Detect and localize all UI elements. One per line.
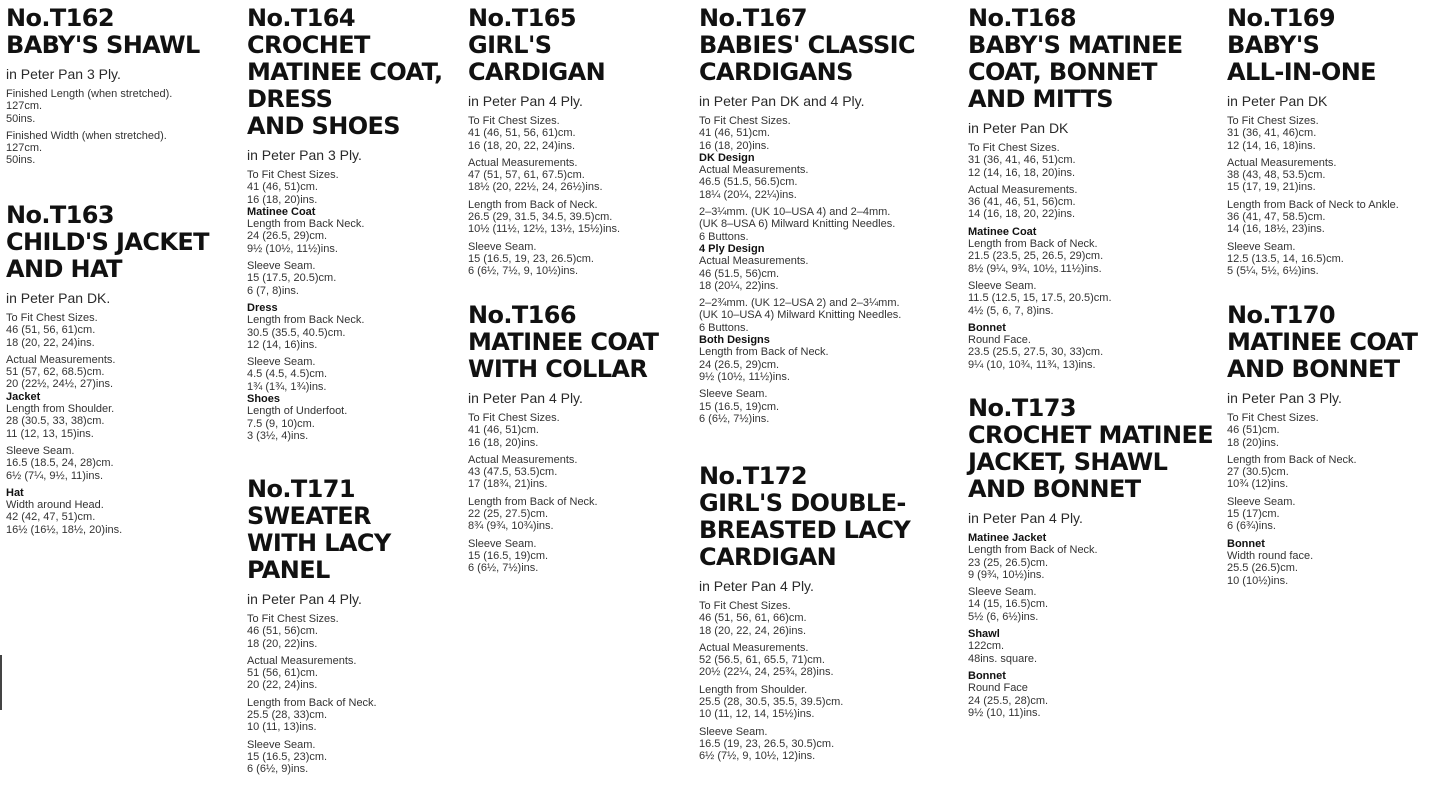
measurement-line: Actual Measurements.	[468, 156, 578, 169]
measurement-line: 18¼ (20¼, 22¼)ins.	[699, 188, 797, 201]
measurement-line: Length from Back of Neck.	[247, 696, 377, 709]
section-heading: Hat	[6, 486, 24, 499]
measurement-line: Finished Width (when stretched).	[6, 129, 167, 142]
measurement-line: 6 (6½, 7½, 9, 10½)ins.	[468, 265, 579, 278]
pattern-heading	[247, 476, 462, 584]
measurement-line: Sleeve Seam.	[968, 586, 1037, 599]
pattern-name-line: CROCHET	[247, 31, 370, 59]
measurement-line: 16 (18, 20)ins.	[468, 436, 539, 449]
measurement-line: 6 (6½, 7½)ins.	[699, 412, 770, 425]
pattern-name-line: AND BONNET	[968, 475, 1141, 503]
measurement-line: 16½ (16½, 18½, 20)ins.	[6, 523, 123, 536]
measurement-line: Sleeve Seam.	[6, 444, 75, 457]
measurement-line: 14 (16, 18, 20, 22)ins.	[968, 208, 1076, 221]
measurement-line: 6½ (7½, 9, 10½, 12)ins.	[699, 750, 816, 763]
pattern-t170	[1227, 302, 1449, 587]
pattern-number: No.T169	[1227, 4, 1335, 32]
measurement-line: 6½ (7¼, 9½, 11)ins.	[6, 469, 104, 482]
measurement-line: 46 (51, 56)cm.	[247, 625, 318, 638]
pattern-heading	[699, 5, 961, 86]
section-heading: Matinee Jacket	[968, 532, 1047, 544]
measurement-line: 18 (20, 22, 24)ins.	[6, 336, 95, 349]
measurement-line: 7.5 (9, 10)cm.	[247, 417, 315, 430]
measurement-line: 14 (15, 16.5)cm.	[968, 598, 1049, 611]
measurement-line: 46 (51)cm.	[1227, 424, 1280, 437]
measurement-line: 27 (30.5)cm.	[1227, 466, 1289, 479]
measurement-line: 24 (26.5, 29)cm.	[699, 358, 780, 371]
pattern-number: No.T171	[247, 475, 355, 503]
measurement-line: 20 (22, 24)ins.	[247, 679, 318, 692]
measurement-line: 31 (36, 41, 46, 51)cm.	[968, 154, 1076, 167]
yarn-line: in Peter Pan 4 Ply.	[247, 591, 362, 607]
measurement-line: 16.5 (18.5, 24, 28)cm.	[6, 457, 114, 470]
measurement-line: Sleeve Seam.	[1227, 495, 1296, 508]
pattern-name-line: AND SHOES	[247, 112, 400, 140]
measurement-line: 20½ (22¼, 24, 25¾, 28)ins.	[699, 666, 834, 679]
measurement-line: Length from Shoulder.	[6, 403, 115, 416]
measurements	[699, 600, 961, 763]
measurement-line: 18 (20, 22)ins.	[247, 637, 318, 650]
measurement-line: 50ins.	[6, 154, 36, 167]
measurement-line: 41 (46, 51)cm.	[699, 127, 770, 140]
pattern-name-line: AND BONNET	[1227, 355, 1400, 383]
section-heading: Jacket	[6, 390, 41, 403]
section-heading: Matinee Coat	[968, 225, 1037, 238]
measurement-line: 31 (36, 41, 46)cm.	[1227, 127, 1317, 140]
measurement-line: To Fit Chest Sizes.	[247, 613, 339, 625]
measurement-line: 15 (16.5, 19, 23, 26.5)cm.	[468, 252, 594, 265]
measurement-line: 6 (6¾)ins.	[1227, 520, 1276, 533]
measurement-line: Sleeve Seam.	[247, 260, 316, 273]
measurement-line: 18 (20)ins.	[1227, 436, 1279, 449]
pattern-name-line: BABY'S SHAWL	[6, 31, 200, 59]
measurements	[247, 169, 462, 442]
pattern-name-line: BABIES' CLASSIC	[699, 31, 915, 59]
measurement-line: 10 (11, 13)ins.	[247, 721, 317, 734]
measurement-line: 46 (51, 56, 61, 66)cm.	[699, 612, 807, 625]
measurement-line: 6 (7, 8)ins.	[247, 284, 299, 297]
measurement-line: 6 (6½, 7½)ins.	[468, 562, 539, 575]
measurement-line: 52 (56.5, 61, 65.5, 71)cm.	[699, 654, 825, 667]
pattern-t167	[699, 5, 961, 425]
pattern-name-line: DRESS	[247, 85, 333, 113]
section-heading: 4 Ply Design	[699, 242, 765, 255]
pattern-name-line: CROCHET MATINEE	[968, 421, 1214, 449]
measurement-line: 5 (5¼, 5½, 6½)ins.	[1227, 265, 1319, 278]
pattern-number: No.T168	[968, 4, 1076, 32]
pattern-number: No.T167	[699, 4, 807, 32]
yarn-line: in Peter Pan 3 Ply.	[1227, 390, 1342, 406]
measurement-line: 2–2¾mm. (UK 12–USA 2) and 2–3¼mm.	[699, 297, 900, 310]
measurement-line: 28 (30.5, 33, 38)cm.	[6, 415, 105, 428]
pattern-t171	[247, 476, 462, 776]
pattern-heading	[968, 5, 1223, 113]
measurement-line: 22 (25, 27.5)cm.	[468, 508, 549, 521]
measurements	[6, 312, 238, 536]
pattern-t162	[6, 5, 238, 167]
pattern-t164	[247, 5, 462, 442]
pattern-name-line: CARDIGANS	[699, 58, 853, 86]
measurement-line: Sleeve Seam.	[247, 356, 316, 369]
measurement-line: 15 (16.5, 19)cm.	[699, 400, 780, 413]
pattern-t168	[968, 5, 1223, 371]
pattern-heading	[6, 5, 238, 59]
measurement-line: Finished Length (when stretched).	[6, 88, 173, 100]
measurement-line: (UK 8–USA 6) Milward Knitting Needles.	[699, 218, 896, 231]
measurement-line: 46 (51, 56, 61)cm.	[6, 324, 96, 337]
pattern-name-line: MATINEE COAT	[468, 328, 659, 356]
measurement-line: 3 (3½, 4)ins.	[247, 429, 309, 442]
measurement-line: 12.5 (13.5, 14, 16.5)cm.	[1227, 252, 1344, 265]
measurement-line: 15 (16.5, 19)cm.	[468, 549, 549, 562]
measurement-line: Sleeve Seam.	[468, 240, 537, 253]
measurement-line: 12 (14, 16, 18, 20)ins.	[968, 166, 1076, 179]
measurement-line: 15 (17.5, 20.5)cm.	[247, 272, 337, 285]
pattern-name-line: WITH LACY	[247, 529, 391, 557]
measurement-line: Length from Back of Neck to Ankle.	[1227, 198, 1399, 211]
section-heading: Shoes	[247, 393, 281, 406]
measurement-line: 50ins.	[6, 112, 36, 125]
pattern-t173	[968, 395, 1223, 719]
measurement-line: 15 (17)cm.	[1227, 508, 1280, 521]
measurement-line: To Fit Chest Sizes.	[468, 412, 560, 424]
measurement-line: Actual Measurements.	[699, 641, 809, 654]
measurement-line: 127cm.	[6, 100, 43, 113]
section-heading: Bonnet	[968, 321, 1006, 334]
measurement-line: To Fit Chest Sizes.	[6, 312, 98, 324]
measurements	[968, 142, 1223, 371]
measurement-line: 36 (41, 46, 51, 56)cm.	[968, 196, 1076, 209]
measurement-line: Length of Underfoot.	[247, 405, 348, 418]
measurement-line: 42 (42, 47, 51)cm.	[6, 511, 96, 524]
measurements	[6, 88, 238, 167]
measurement-line: 41 (46, 51)cm.	[468, 424, 539, 437]
measurement-line: 16 (18, 20, 22, 24)ins.	[468, 139, 576, 152]
yarn-line: in Peter Pan 3 Ply.	[247, 147, 362, 163]
measurement-line: 16.5 (19, 23, 26.5, 30.5)cm.	[699, 737, 835, 750]
measurement-line: Length from Back Neck.	[247, 218, 365, 231]
measurement-line: 8¾ (9¾, 10¾)ins.	[468, 520, 554, 533]
measurement-line: To Fit Chest Sizes.	[968, 142, 1060, 154]
measurements	[468, 412, 693, 575]
measurement-line: 127cm.	[6, 142, 43, 155]
measurement-line: 10 (10½)ins.	[1227, 574, 1289, 587]
measurement-line: 20 (22½, 24½, 27)ins.	[6, 378, 114, 391]
yarn-line: in Peter Pan DK	[968, 120, 1069, 136]
measurement-line: 5½ (6, 6½)ins.	[968, 610, 1039, 623]
pattern-number: No.T170	[1227, 301, 1335, 329]
measurement-line: Round Face.	[968, 334, 1031, 347]
measurement-line: 17 (18¾, 21)ins.	[468, 478, 548, 491]
pattern-heading	[6, 202, 238, 283]
measurement-line: To Fit Chest Sizes.	[1227, 115, 1319, 127]
measurement-line: 10 (11, 12, 14, 15½)ins.	[699, 708, 815, 721]
measurement-line: To Fit Chest Sizes.	[1227, 412, 1319, 424]
pattern-name-line: COAT, BONNET	[968, 58, 1157, 86]
measurement-line: 4½ (5, 6, 7, 8)ins.	[968, 304, 1054, 317]
measurements	[247, 613, 462, 776]
measurement-line: Actual Measurements.	[699, 164, 809, 177]
pattern-name-line: CHILD'S JACKET	[6, 228, 209, 256]
measurement-line: 6 Buttons.	[699, 230, 749, 243]
measurement-line: 26.5 (29, 31.5, 34.5, 39.5)cm.	[468, 211, 613, 224]
measurement-line: Sleeve Seam.	[968, 279, 1037, 292]
pattern-name-line: CARDIGAN	[468, 58, 606, 86]
measurement-line: 51 (57, 62, 68.5)cm.	[6, 366, 105, 379]
pattern-name-line: CARDIGAN	[699, 543, 837, 571]
measurement-line: 9¼ (10, 10¾, 11¾, 13)ins.	[968, 358, 1096, 371]
measurement-line: To Fit Chest Sizes.	[468, 115, 560, 127]
measurement-line: 12 (14, 16, 18)ins.	[1227, 139, 1316, 152]
measurement-line: 122cm.	[968, 640, 1005, 653]
measurement-line: 16 (18, 20)ins.	[247, 193, 318, 206]
pattern-t165	[468, 5, 693, 278]
yarn-line: in Peter Pan DK and 4 Ply.	[699, 93, 865, 109]
pattern-heading	[968, 395, 1223, 503]
measurement-line: 18½ (20, 22½, 24, 26½)ins.	[468, 181, 603, 194]
pattern-name-line: PANEL	[247, 556, 330, 584]
measurement-line: 15 (16.5, 23)cm.	[247, 750, 328, 763]
yarn-line: in Peter Pan 4 Ply.	[968, 510, 1083, 526]
pattern-number: No.T165	[468, 4, 576, 32]
measurement-line: Actual Measurements.	[699, 255, 809, 268]
measurement-line: 41 (46, 51, 56, 61)cm.	[468, 127, 576, 140]
measurement-line: 9½ (10, 11)ins.	[968, 706, 1041, 719]
pattern-name-line: MATINEE COAT	[1227, 328, 1418, 356]
pattern-number: No.T162	[6, 4, 114, 32]
pattern-name-line: ALL-IN-ONE	[1227, 58, 1376, 86]
measurement-line: Sleeve Seam.	[1227, 240, 1296, 253]
measurement-line: Sleeve Seam.	[699, 725, 768, 738]
pattern-name-line: SWEATER	[247, 502, 371, 530]
measurement-line: Length from Back of Neck.	[468, 495, 598, 508]
measurement-line: Actual Measurements.	[968, 183, 1078, 196]
pattern-heading	[468, 5, 693, 86]
pattern-number: No.T164	[247, 4, 355, 32]
measurement-line: 9½ (10½, 11½)ins.	[699, 370, 790, 383]
yarn-line: in Peter Pan 4 Ply.	[699, 578, 814, 594]
measurement-line: Sleeve Seam.	[468, 537, 537, 550]
measurement-line: Length from Back of Neck.	[699, 346, 829, 359]
pattern-heading	[699, 463, 961, 571]
measurement-line: 9 (9¾, 10½)ins.	[968, 568, 1045, 581]
measurement-line: 24 (25.5, 28)cm.	[968, 694, 1049, 707]
section-heading: Dress	[247, 301, 278, 314]
measurement-line: Width round face.	[1227, 549, 1314, 562]
pattern-t163	[6, 202, 238, 536]
measurement-line: 18 (20¼, 22)ins.	[699, 279, 779, 292]
measurement-line: 12 (14, 16)ins.	[247, 338, 318, 351]
measurement-line: 6 Buttons.	[699, 321, 749, 334]
measurement-line: Sleeve Seam.	[247, 738, 316, 751]
measurement-line: 41 (46, 51)cm.	[247, 181, 318, 194]
measurement-line: 23.5 (25.5, 27.5, 30, 33)cm.	[968, 346, 1104, 359]
measurement-line: Sleeve Seam.	[699, 388, 768, 401]
pattern-heading	[247, 5, 462, 140]
measurement-line: Length from Back of Neck.	[968, 238, 1098, 251]
yarn-line: in Peter Pan 4 Ply.	[468, 93, 583, 109]
measurement-line: 38 (43, 48, 53.5)cm.	[1227, 169, 1326, 182]
yarn-line: in Peter Pan 3 Ply.	[6, 66, 121, 82]
measurement-line: 24 (26.5, 29)cm.	[247, 230, 328, 243]
measurements	[1227, 115, 1449, 278]
pattern-name-line: AND MITTS	[968, 85, 1113, 113]
measurement-line: 8½ (9¼, 9¾, 10½, 11½)ins.	[968, 262, 1102, 275]
measurement-line: 25.5 (26.5)cm.	[1227, 562, 1298, 575]
measurements	[468, 115, 693, 278]
measurement-line: (UK 10–USA 4) Milward Knitting Needles.	[699, 309, 902, 322]
yarn-line: in Peter Pan 4 Ply.	[468, 390, 583, 406]
measurement-line: 11.5 (12.5, 15, 17.5, 20.5)cm.	[968, 292, 1112, 305]
measurement-line: Length from Back Neck.	[247, 314, 365, 327]
measurement-line: Width around Head.	[6, 499, 104, 512]
measurement-line: 9½ (10½, 11½)ins.	[247, 242, 338, 255]
measurement-line: Round Face	[968, 682, 1028, 695]
pattern-name-line: WITH COLLAR	[468, 355, 648, 383]
section-heading: Bonnet	[968, 669, 1006, 682]
measurement-line: 18 (20, 22, 24, 26)ins.	[699, 624, 807, 637]
measurement-line: 25.5 (28, 30.5, 35.5, 39.5)cm.	[699, 696, 844, 709]
pattern-t169	[1227, 5, 1449, 278]
measurement-line: 10¾ (12)ins.	[1227, 478, 1289, 491]
measurement-line: Actual Measurements.	[6, 353, 116, 366]
measurement-line: Length from Shoulder.	[699, 683, 808, 696]
pattern-name-line: GIRL'S	[468, 31, 552, 59]
measurement-line: Actual Measurements.	[1227, 156, 1337, 169]
measurement-line: 15 (17, 19, 21)ins.	[1227, 181, 1316, 194]
measurement-line: 48ins. square.	[968, 652, 1038, 665]
measurement-line: 10½ (11½, 12½, 13½, 15½)ins.	[468, 223, 621, 236]
pattern-name-line: MATINEE COAT,	[247, 58, 443, 86]
measurement-line: Length from Back of Neck.	[968, 544, 1098, 557]
yarn-line: in Peter Pan DK.	[6, 290, 111, 306]
measurement-line: 14 (16, 18½, 23)ins.	[1227, 223, 1325, 236]
pattern-name-line: BABY'S	[1227, 31, 1320, 59]
measurement-line: 4.5 (4.5, 4.5)cm.	[247, 368, 328, 381]
pattern-name-line: AND HAT	[6, 255, 122, 283]
measurement-line: 11 (12, 13, 15)ins.	[6, 427, 94, 440]
measurement-line: 36 (41, 47, 58.5)cm.	[1227, 211, 1326, 224]
section-heading: Matinee Coat	[247, 205, 316, 218]
pattern-name-line: BABY'S MATINEE	[968, 31, 1183, 59]
measurement-line: 46.5 (51.5, 56.5)cm.	[699, 176, 798, 189]
measurement-line: Actual Measurements.	[468, 453, 578, 466]
pattern-number: No.T166	[468, 301, 576, 329]
pattern-number: No.T172	[699, 462, 807, 490]
measurement-line: To Fit Chest Sizes.	[699, 115, 791, 127]
pattern-name-line: JACKET, SHAWL	[968, 448, 1168, 476]
yarn-line: in Peter Pan DK	[1227, 93, 1328, 109]
section-heading: DK Design	[699, 151, 755, 164]
pattern-heading	[1227, 302, 1449, 383]
measurement-line: 6 (6½, 9)ins.	[247, 763, 309, 776]
pattern-name-line: GIRL'S DOUBLE-	[699, 489, 906, 517]
measurement-line: To Fit Chest Sizes.	[699, 600, 791, 612]
page-margin-mark	[0, 655, 2, 710]
measurement-line: To Fit Chest Sizes.	[247, 169, 339, 181]
pattern-name-line: BREASTED LACY	[699, 516, 911, 544]
measurement-line: 25.5 (28, 33)cm.	[247, 709, 328, 722]
pattern-heading	[468, 302, 693, 383]
measurement-line: 2–3¼mm. (UK 10–USA 4) and 2–4mm.	[699, 206, 891, 219]
section-heading: Bonnet	[1227, 537, 1265, 550]
measurement-line: 46 (51.5, 56)cm.	[699, 267, 780, 280]
measurements	[1227, 412, 1449, 587]
measurement-line: 23 (25, 26.5)cm.	[968, 556, 1049, 569]
section-heading: Shawl	[968, 628, 1000, 641]
pattern-number: No.T173	[968, 394, 1076, 422]
pattern-t166	[468, 302, 693, 575]
measurement-line: 16 (18, 20)ins.	[699, 139, 770, 152]
measurement-line: Length from Back of Neck.	[1227, 453, 1357, 466]
measurement-line: 51 (56, 61)cm.	[247, 667, 318, 680]
measurement-line: Length from Back of Neck.	[468, 198, 598, 211]
measurements	[968, 532, 1223, 719]
measurement-line: 47 (51, 57, 61, 67.5)cm.	[468, 169, 585, 182]
measurement-line: 43 (47.5, 53.5)cm.	[468, 466, 558, 479]
pattern-t172	[699, 463, 961, 763]
measurement-line: 1¾ (1¾, 1¾)ins.	[247, 380, 327, 393]
pattern-heading	[1227, 5, 1449, 86]
section-heading: Both Designs	[699, 334, 770, 347]
pattern-number: No.T163	[6, 201, 114, 229]
measurement-line: 30.5 (35.5, 40.5)cm.	[247, 326, 346, 339]
measurements	[699, 115, 961, 425]
measurement-line: 21.5 (23.5, 25, 26.5, 29)cm.	[968, 250, 1104, 263]
measurement-line: Actual Measurements.	[247, 654, 357, 667]
